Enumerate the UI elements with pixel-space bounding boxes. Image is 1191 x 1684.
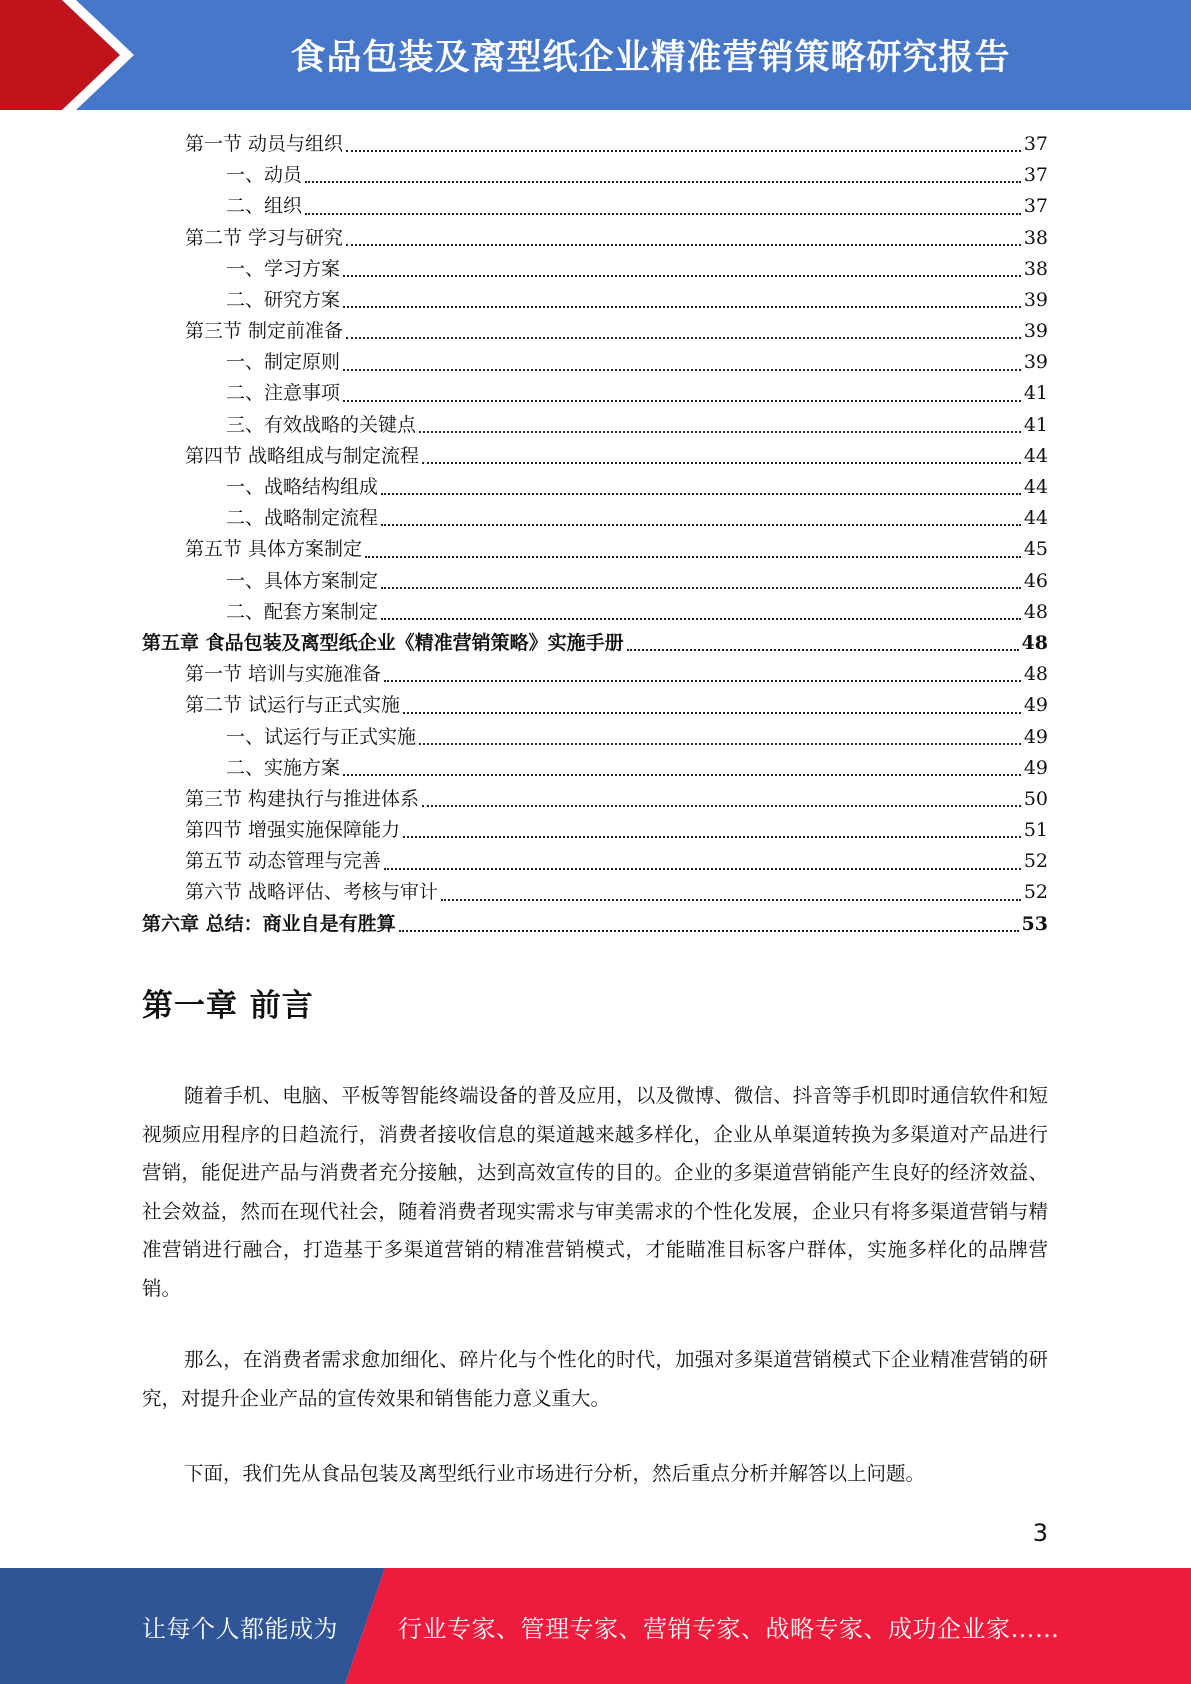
toc-entry-page: 37 (1023, 195, 1048, 218)
toc-subsection-entry[interactable] (142, 753, 1048, 784)
toc-dot-leader (343, 306, 1021, 308)
toc-dot-leader (346, 244, 1021, 246)
toc-dot-leader (305, 213, 1021, 215)
toc-dot-leader (343, 774, 1021, 776)
toc-entry-page: 48 (1023, 663, 1048, 686)
toc-dot-leader (627, 649, 1019, 651)
toc-entry-title: 第一节 培训与实施准备 (185, 663, 382, 686)
toc-subsection-entry[interactable] (142, 503, 1048, 534)
toc-section-entry[interactable] (142, 441, 1048, 472)
toc-entry-page: 44 (1023, 507, 1048, 530)
page-number: 3 (1032, 1519, 1048, 1547)
toc-entry-title: 第二节 学习与研究 (185, 226, 344, 249)
toc-entry-title: 一、制定原则 (226, 351, 341, 374)
toc-section-entry[interactable] (142, 815, 1048, 846)
toc-section-entry[interactable] (142, 534, 1048, 565)
toc-entry-page: 41 (1023, 413, 1048, 436)
toc-subsection-entry[interactable] (142, 254, 1048, 285)
footer-banner (0, 1568, 1191, 1684)
toc-dot-leader (384, 868, 1021, 870)
toc-entry-page: 39 (1023, 351, 1048, 374)
toc-entry-page: 49 (1023, 756, 1048, 779)
toc-dot-leader (419, 431, 1021, 433)
toc-section-entry[interactable] (142, 690, 1048, 721)
toc-entry-page: 52 (1023, 881, 1048, 904)
toc-dot-leader (381, 493, 1021, 495)
document-title: 食品包装及离型纸企业精准营销策略研究报告 (290, 38, 1011, 78)
toc-entry-title: 一、战略结构组成 (226, 476, 379, 499)
toc-entry-title: 第五章 食品包装及离型纸企业《精准营销策略》实施手册 (142, 631, 624, 654)
toc-subsection-entry[interactable] (142, 472, 1048, 503)
toc-entry-page: 39 (1023, 320, 1048, 343)
toc-entry-page: 44 (1023, 476, 1048, 499)
toc-entry-title: 第三节 构建执行与推进体系 (185, 787, 420, 810)
toc-entry-page: 38 (1023, 226, 1048, 249)
toc-dot-leader (343, 400, 1021, 402)
toc-section-entry[interactable] (142, 784, 1048, 815)
toc-entry-page: 51 (1023, 819, 1048, 842)
toc-entry-title: 一、具体方案制定 (226, 569, 379, 592)
toc-entry-page: 48 (1021, 631, 1048, 654)
toc-entry-page: 50 (1023, 787, 1048, 810)
toc-section-entry[interactable] (142, 129, 1048, 160)
toc-entry-page: 52 (1023, 850, 1048, 873)
toc-entry-page: 48 (1023, 600, 1048, 623)
toc-entry-title: 二、组织 (226, 195, 303, 218)
toc-section-entry[interactable] (142, 659, 1048, 690)
toc-entry-page: 39 (1023, 288, 1048, 311)
toc-entry-page: 37 (1023, 132, 1048, 155)
footer-slogan-lead: 让每个人都能成为 (142, 1614, 338, 1643)
toc-entry-title: 二、战略制定流程 (226, 507, 379, 530)
toc-dot-leader (399, 930, 1019, 932)
toc-entry-title: 第四节 增强实施保障能力 (185, 819, 401, 842)
toc-chapter-entry[interactable] (142, 909, 1048, 940)
toc-subsection-entry[interactable] (142, 566, 1048, 597)
chapter-heading: 第一章 前言 (142, 988, 314, 1024)
toc-entry-title: 一、动员 (226, 164, 303, 187)
toc-entry-page: 41 (1023, 382, 1048, 405)
toc-entry-title: 二、注意事项 (226, 382, 341, 405)
footer-slogan-roles: 行业专家、管理专家、营销专家、战略专家、成功企业家…… (398, 1614, 1060, 1643)
toc-entry-page: 49 (1023, 694, 1048, 717)
toc-entry-title: 三、有效战略的关键点 (226, 413, 417, 436)
toc-subsection-entry[interactable] (142, 160, 1048, 191)
toc-subsection-entry[interactable] (142, 597, 1048, 628)
toc-dot-leader (365, 556, 1021, 558)
toc-entry-title: 第六节 战略评估、考核与审计 (185, 881, 439, 904)
toc-dot-leader (346, 337, 1021, 339)
paragraph-1: 随着手机、电脑、平板等智能终端设备的普及应用，以及微博、微信、抖音等手机即时通信软件和短视频应用程序的日趋流行，消费者接收信息的渠道越来越多样化，企业从单渠道转换为多渠道对产品进行营销，能促进产品与消费者充分接触，达到高效宣传的目的。企业的多渠道营销能产生良好的经济效益、社会效益，然而在现代社会，随着消费者现实需求与审美需求的个性化发展，企业只有将多渠道营销与精准营销进行融合，打造基于多渠道营销的精准营销模式，才能瞄准目标客户群体，实施多样化的品牌营销。 (142, 1084, 1048, 1300)
toc-subsection-entry[interactable] (142, 410, 1048, 441)
toc-dot-leader (381, 524, 1021, 526)
toc-entry-page: 45 (1023, 538, 1048, 561)
toc-entry-title: 第五节 动态管理与完善 (185, 850, 382, 873)
toc-entry-page: 44 (1023, 444, 1048, 467)
toc-entry-title: 二、配套方案制定 (226, 600, 379, 623)
toc-entry-title: 第三节 制定前准备 (185, 320, 344, 343)
toc-entry-page: 46 (1023, 569, 1048, 592)
toc-entry-page: 37 (1023, 164, 1048, 187)
table-of-contents (142, 129, 1048, 940)
paragraph-2: 那么，在消费者需求愈加细化、碎片化与个性化的时代，加强对多渠道营销模式下企业精准营销的研究，对提升企业产品的宣传效果和销售能力意义重大。 (142, 1348, 1048, 1410)
toc-dot-leader (381, 587, 1021, 589)
toc-dot-leader (343, 275, 1021, 277)
red-arrow-decoration (0, 0, 150, 110)
toc-entry-page: 49 (1023, 725, 1048, 748)
toc-dot-leader (422, 805, 1021, 807)
toc-dot-leader (441, 899, 1021, 901)
toc-dot-leader (381, 618, 1021, 620)
toc-subsection-entry[interactable] (142, 191, 1048, 222)
toc-entry-title: 一、学习方案 (226, 257, 341, 280)
toc-section-entry[interactable] (142, 878, 1048, 909)
toc-chapter-entry[interactable] (142, 628, 1048, 659)
toc-entry-title: 一、试运行与正式实施 (226, 725, 417, 748)
toc-dot-leader (343, 369, 1021, 371)
toc-section-entry[interactable] (142, 846, 1048, 877)
toc-entry-page: 53 (1021, 912, 1048, 935)
toc-subsection-entry[interactable] (142, 285, 1048, 316)
toc-entry-title: 第二节 试运行与正式实施 (185, 694, 401, 717)
toc-entry-title: 二、实施方案 (226, 756, 341, 779)
toc-dot-leader (422, 462, 1021, 464)
toc-dot-leader (346, 150, 1021, 152)
toc-dot-leader (403, 836, 1021, 838)
toc-dot-leader (403, 712, 1021, 714)
toc-entry-title: 第四节 战略组成与制定流程 (185, 444, 420, 467)
toc-subsection-entry[interactable] (142, 347, 1048, 378)
paragraph-3: 下面，我们先从食品包装及离型纸行业市场进行分析，然后重点分析并解答以上问题。 (184, 1462, 926, 1485)
toc-entry-title: 二、研究方案 (226, 288, 341, 311)
toc-dot-leader (305, 181, 1021, 183)
toc-subsection-entry[interactable] (142, 379, 1048, 410)
toc-dot-leader (384, 680, 1021, 682)
toc-entry-title: 第一节 动员与组织 (185, 132, 344, 155)
toc-entry-page: 38 (1023, 257, 1048, 280)
toc-section-entry[interactable] (142, 316, 1048, 347)
toc-entry-title: 第六章 总结：商业自是有胜算 (142, 912, 396, 935)
toc-subsection-entry[interactable] (142, 722, 1048, 753)
toc-dot-leader (419, 743, 1021, 745)
toc-section-entry[interactable] (142, 223, 1048, 254)
toc-entry-title: 第五节 具体方案制定 (185, 538, 363, 561)
header-banner (0, 0, 1191, 110)
